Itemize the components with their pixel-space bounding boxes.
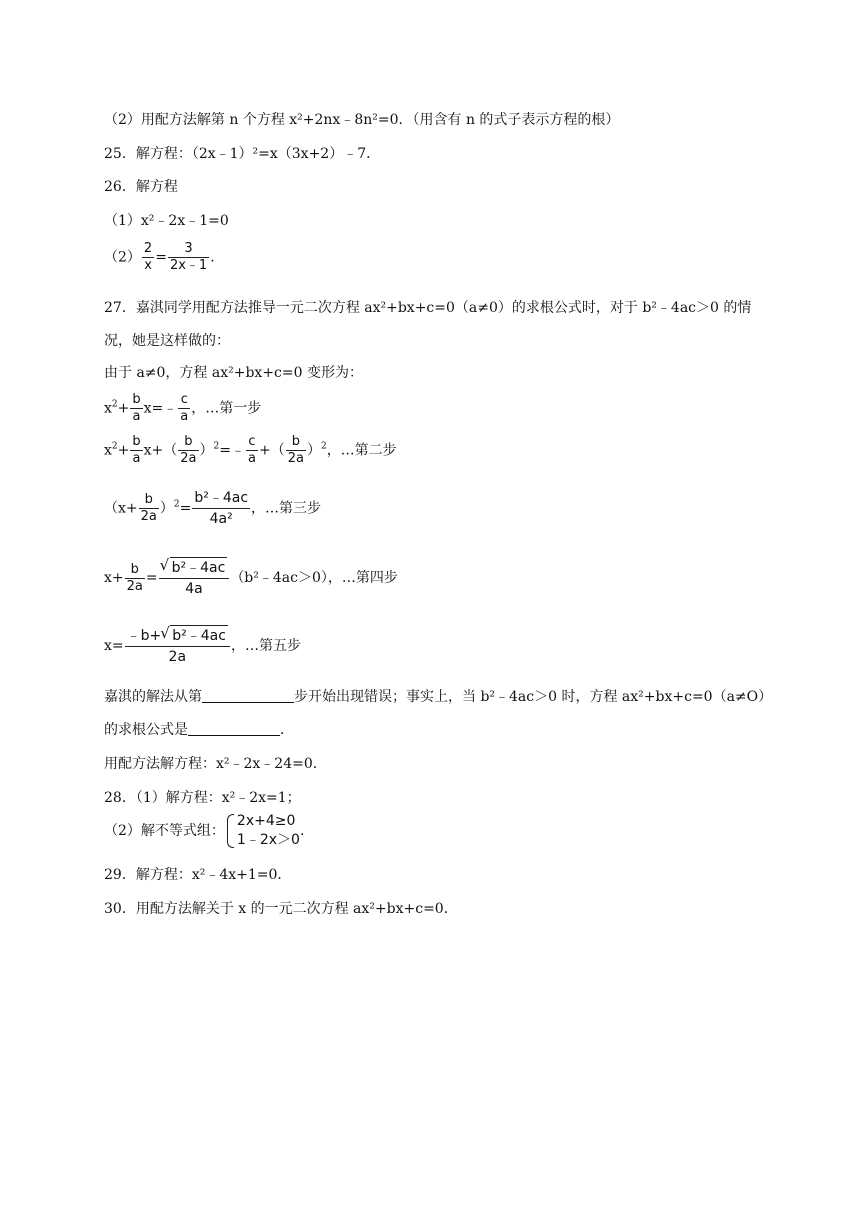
- q28-part2: （2）解不等式组： 2x+4≥0 1﹣2x＞0 .: [104, 813, 305, 848]
- inequality-system: 2x+4≥0 1﹣2x＞0: [225, 812, 300, 850]
- q28-part1: 28．（1）解方程：x²﹣2x=1；: [104, 790, 301, 806]
- q30: 30．用配方法解关于 x 的一元二次方程 ax²+bx+c=0．: [104, 901, 458, 917]
- q25: 25．解方程：（2x﹣1）²=x（3x+2）﹣7．: [104, 146, 381, 162]
- answer-blank-step: [202, 688, 294, 703]
- q26-title: 26．解方程: [104, 179, 178, 195]
- fraction-b-over-2a: $\frac{b}{2a}$: [287, 434, 304, 466]
- step-2: $x^2+$ $\frac{b}{a}$ x+（ $\frac{b}{2a}$ ）$^2$=﹣ $\frac{c}{a}$ +（ $\frac{b}{2a}$ ）$^2$，…第二步: [104, 434, 397, 466]
- q26-part2-prefix: （2）: [104, 249, 141, 266]
- step-3: （x+ $\frac{b}{2a}$ ）$^2$= $\frac{\text{b²﹣4ac}}{\text{4a²}}$ ，…第三步: [104, 490, 322, 527]
- answer-blank-formula: [188, 721, 280, 736]
- fraction-2-over-x: $\frac{2}{x}$: [143, 241, 153, 273]
- fraction-b-over-a: $\frac{b}{a}$: [132, 392, 141, 424]
- fraction-b-over-2a: $\frac{b}{2a}$: [140, 492, 157, 524]
- q26-part2: （2） $\frac{2}{x}$ = $\frac{3}{2x﹣1}$ .: [104, 241, 215, 273]
- fraction-quadratic-formula: $\frac{\text{﹣b+√ b²﹣4ac}}{2a}$: [125, 625, 230, 667]
- fraction-sqrt-discriminant-over-4a: √ $\frac{\text{b²﹣4ac}}{4a}$: [159, 557, 230, 599]
- fill-blank-line-1: 嘉淇的解法从第 步开始出现错误；事实上，当 b²﹣4ac＞0 时，方程 ax²+bx+c=0（a≠O）: [104, 689, 773, 705]
- step-4: x+ $\frac{b}{2a}$ = √ $\frac{\text{b²﹣4ac}}{4a}$ （b²﹣4ac＞0），…第四步: [104, 557, 398, 599]
- fraction-c-over-a: $\frac{c}{a}$: [248, 434, 256, 466]
- fraction-b-over-2a: $\frac{b}{2a}$: [126, 561, 143, 594]
- fraction-3-over-2x-1: $\frac{3}{2x﹣1}$: [169, 241, 208, 273]
- fraction-c-over-a: $\frac{c}{a}$: [180, 392, 189, 424]
- q27-line3: 由于 a≠0，方程 ax²+bx+c=0 变形为：: [104, 365, 363, 381]
- q24-part2: （2）用配方法解第 n 个方程 x²+2nx﹣8n²=0．（用含有 n 的式子表示方程的根）: [104, 112, 620, 128]
- q26-part1: （1）x²﹣2x﹣1=0: [104, 213, 229, 229]
- step-1: $x^2+$ $\frac{b}{a}$ x=﹣ $\frac{c}{a}$ ，…第一步: [104, 392, 262, 424]
- sqrt-symbol: √ b²﹣4ac: [170, 625, 228, 646]
- step-5: x= $\frac{\text{﹣b+√ b²﹣4ac}}{2a}$ ，…第五步: [104, 625, 301, 667]
- q27-line1: 27．嘉淇同学用配方法推导一元二次方程 ax²+bx+c=0（a≠0）的求根公式时，对于 b²﹣4ac＞0 的情: [104, 300, 752, 316]
- fraction-b-over-2a: $\frac{b}{2a}$: [180, 434, 197, 466]
- fill-blank-line-2: 的求根公式是 ．: [104, 722, 294, 738]
- q27-extra: 用配方法解方程：x²﹣2x﹣24=0．: [104, 756, 327, 772]
- q29: 29．解方程：x²﹣4x+1=0．: [104, 867, 292, 883]
- q27-line2: 况，她是这样做的：: [104, 333, 230, 349]
- sqrt-symbol: √ b²﹣4ac: [170, 557, 228, 578]
- fraction-b-over-a: $\frac{b}{a}$: [132, 434, 141, 466]
- fraction-discriminant-over-4a2: $\frac{\text{b²﹣4ac}}{\text{4a²}}$: [194, 490, 249, 527]
